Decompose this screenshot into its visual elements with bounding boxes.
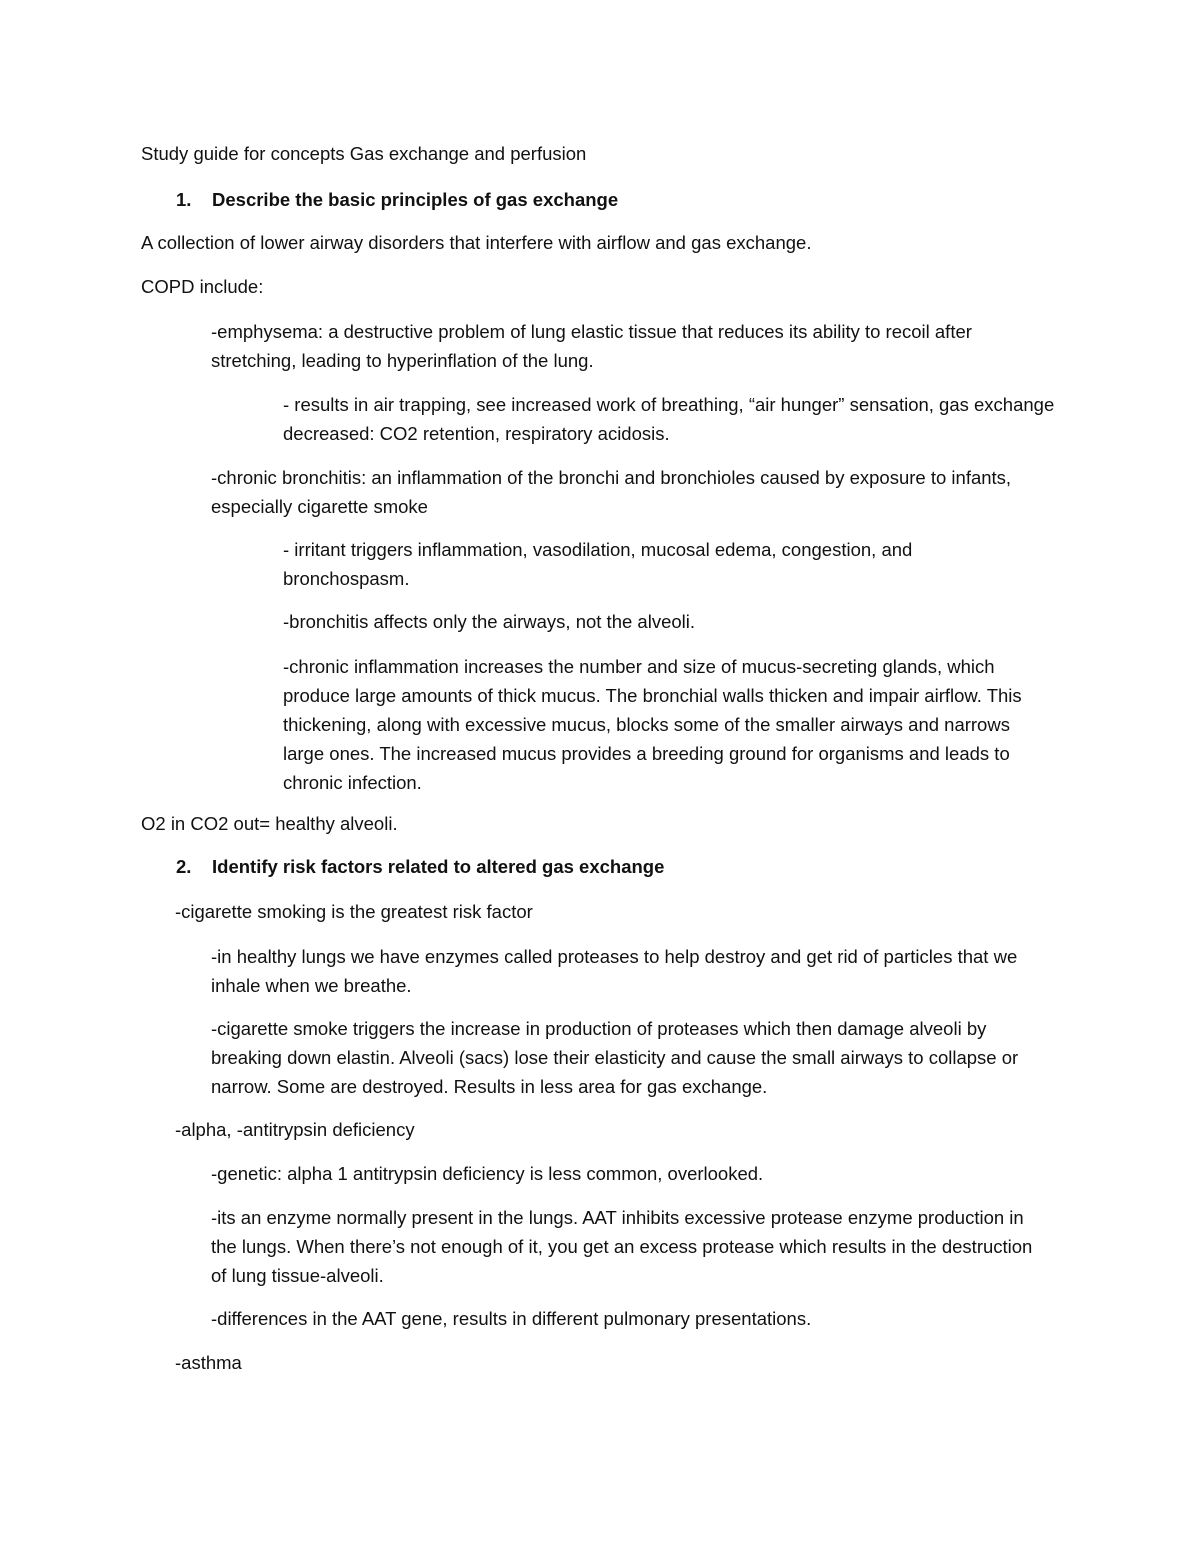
document-title: Study guide for concepts Gas exchange and perfusion: [141, 143, 587, 164]
bronchitis-paragraph: -chronic bronchitis: an inflammation of the bronchi and bronchioles caused by exposure to infants, especially cigarette smoke: [211, 467, 1012, 517]
alpha-sub-paragraph-1: -genetic: alpha 1 antitrypsin deficiency is less common, overlooked.: [211, 1163, 764, 1184]
bronchitis-sub-paragraph-3: -chronic inflammation increases the number and size of mucus-secreting glands, which produce large amounts of thick mucus. The bronchial walls thicken and impair airflow. This thickening, along with excessive mucus, blocks some of the smaller airways and narrows large ones. The increased mucus provides a breeding ground for organisms and leads to chronic infection.: [283, 656, 1022, 793]
section-1-number: 1.: [176, 189, 192, 210]
asthma-risk: -asthma: [175, 1352, 242, 1373]
bronchitis-sub-paragraph-1: - irritant triggers inflammation, vasodilation, mucosal edema, congestion, and bronchospasm.: [283, 539, 913, 589]
alpha-risk: -alpha, -antitrypsin deficiency: [175, 1119, 415, 1140]
section-1-intro: A collection of lower airway disorders that interfere with airflow and gas exchange.: [141, 232, 812, 253]
bronchitis-sub-paragraph-2: -bronchitis affects only the airways, not the alveoli.: [283, 611, 696, 632]
copd-label: COPD include:: [141, 276, 264, 297]
section-1-summary: O2 in CO2 out= healthy alveoli.: [141, 813, 398, 834]
smoking-sub-paragraph-1: -in healthy lungs we have enzymes called proteases to help destroy and get rid of particles that we inhale when we breathe.: [211, 946, 1018, 996]
emphysema-sub-paragraph: - results in air trapping, see increased work of breathing, “air hunger” sensation, gas exchange decreased: CO2 retention, respiratory acidosis.: [283, 394, 1055, 444]
emphysema-paragraph: -emphysema: a destructive problem of lung elastic tissue that reduces its ability to recoil after stretching, leading to hyperinflation of the lung.: [211, 321, 972, 371]
section-2-number: 2.: [176, 856, 192, 877]
smoking-risk: -cigarette smoking is the greatest risk factor: [175, 901, 533, 922]
smoking-sub-paragraph-2: -cigarette smoke triggers the increase in production of proteases which then damage alveoli by breaking down elastin. Alveoli (sacs) lose their elasticity and cause the small airways to collapse or narrow. Some are destroyed. Results in less area for gas exchange.: [211, 1018, 1019, 1097]
alpha-sub-paragraph-3: -differences in the AAT gene, results in different pulmonary presentations.: [211, 1308, 812, 1329]
alpha-sub-paragraph-2: -its an enzyme normally present in the lungs. AAT inhibits excessive protease enzyme production in the lungs. When there’s not enough of it, you get an excess protease which results in the destruction of lung tissue-alveoli.: [211, 1207, 1033, 1286]
section-2-heading: Identify risk factors related to altered gas exchange: [212, 856, 665, 877]
section-1-heading: Describe the basic principles of gas exchange: [212, 189, 619, 210]
